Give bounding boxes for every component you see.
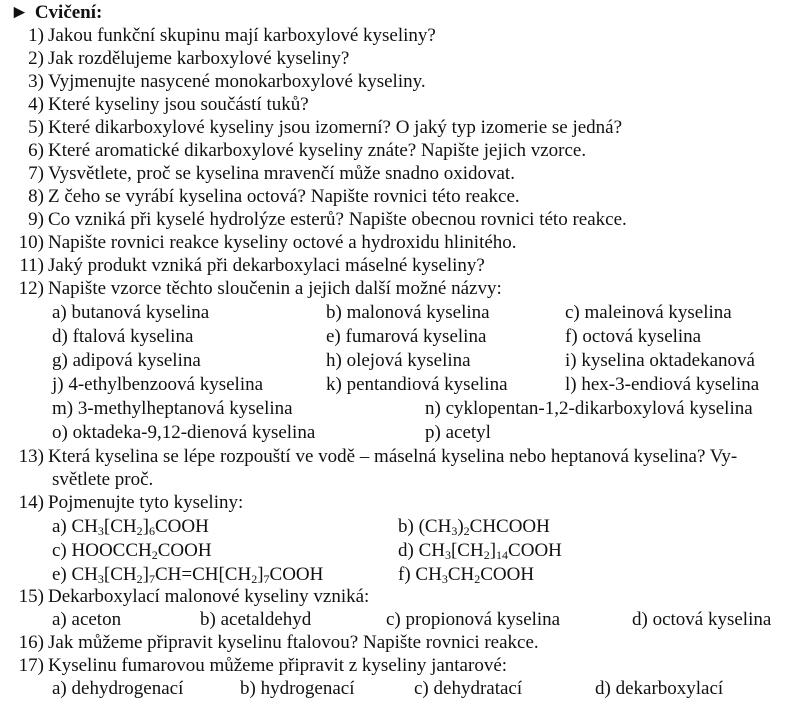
q14-option-b: b) $(CH_3)_2CHCOOH$ (398, 516, 550, 538)
question-10: 10) Napište rovnici reakce kyseliny octové a hydroxidu hlinitého. (18, 232, 517, 253)
q14-option-a: a) $CH_3[CH_2]_6COOH$ (52, 516, 209, 538)
heading-title: Cvičení: (34, 2, 103, 23)
q12-option-l: l) hex-3-endiová kyselina (565, 374, 760, 395)
question-13: 13) Která kyselina se lépe rozpouští ve vodě – máselná kyselina nebo heptanová kyselina? Vy- (18, 446, 738, 467)
q12-option-m: m) 3-methylheptanová kyselina (52, 398, 293, 419)
q12-option-b: b) malonová kyselina (326, 302, 490, 323)
q12-option-d: d) ftalová kyselina (52, 326, 194, 347)
q15-option-b: b) acetaldehyd (200, 609, 312, 630)
q17-option-d: d) dekarboxylací (595, 678, 724, 699)
question-12: 12) Napište vzorce těchto sloučenin a jejich další možné názvy: (18, 278, 502, 299)
exercises-heading (10, 2, 102, 24)
q14-option-c: c) $HOOCCH_2COOH$ (52, 540, 212, 562)
question-15: 15) Dekarboxylací malonové kyseliny vzniká: (18, 586, 370, 607)
question-16: 16) Jak můžeme připravit kyselinu ftalovou? Napište rovnici reakce. (18, 632, 539, 653)
question-8: 8) Z čeho se vyrábí kyselina octová? Napište rovnici této reakce. (28, 186, 520, 207)
q12-option-e: e) fumarová kyselina (326, 326, 487, 347)
question-13-continuation: světlete proč. (52, 469, 154, 490)
question-3: 3) Vyjmenujte nasycené monokarboxylové kyseliny. (28, 71, 426, 92)
q15-option-a: a) aceton (52, 609, 122, 630)
q12-option-n: n) cyklopentan-1,2-dikarboxylová kyselina (425, 398, 753, 419)
question-7: 7) Vysvětlete, proč se kyselina mravenčí může snadno oxidovat. (28, 163, 515, 184)
q14-option-d: d) $CH_3[CH_2]_{14}COOH$ (398, 540, 562, 562)
q12-option-k: k) pentandiová kyselina (326, 374, 508, 395)
question-11: 11) Jaký produkt vzniká při dekarboxylaci máselné kyseliny? (19, 255, 485, 276)
q12-option-a: a) butanová kyselina (52, 302, 210, 323)
q17-option-b: b) hydrogenací (240, 678, 355, 699)
q12-option-f: f) octová kyselina (565, 326, 702, 347)
question-14: 14) Pojmenujte tyto kyseliny: (18, 492, 244, 513)
q12-option-p: p) acetyl (425, 422, 491, 443)
q17-option-c: c) dehydratací (414, 678, 523, 699)
q12-option-h: h) olejová kyselina (326, 350, 471, 371)
q12-option-i: i) kyselina oktadekanová (565, 350, 755, 371)
q12-option-j: j) 4-ethylbenzoová kyselina (52, 374, 264, 395)
question-6: 6) Které aromatické dikarboxylové kyseliny znáte? Napište jejich vzorce. (28, 140, 587, 161)
q12-option-o: o) oktadeka-9,12-dienová kyselina (52, 422, 316, 443)
question-5: 5) Které dikarboxylové kyseliny jsou izomerní? O jaký typ izomerie se jedná? (28, 117, 623, 138)
triangle-bullet-icon: ► (10, 2, 29, 23)
question-17: 17) Kyselinu fumarovou můžeme připravit z kyseliny jantarové: (18, 655, 508, 676)
question-9: 9) Co vzniká při kyselé hydrolýze esterů? Napište obecnou rovnici této reakce. (28, 209, 627, 230)
q14-option-e: e) $CH_3[CH_2]_7CH=CH[CH_2]_7COOH$ (52, 564, 324, 586)
question-2: 2) Jak rozdělujeme karboxylové kyseliny? (28, 48, 350, 69)
q12-option-g: g) adipová kyselina (52, 350, 201, 371)
q15-option-c: c) propionová kyselina (386, 609, 561, 630)
question-1: 1) Jakou funkční skupinu mají karboxylové kyseliny? (28, 25, 436, 46)
question-4: 4) Které kyseliny jsou součástí tuků? (28, 94, 309, 115)
q12-option-c: c) maleinová kyselina (565, 302, 732, 323)
q17-option-a: a) dehydrogenací (52, 678, 184, 699)
q15-option-d: d) octová kyselina (632, 609, 772, 630)
q14-option-f: f) $CH_3CH_2COOH$ (398, 564, 535, 586)
